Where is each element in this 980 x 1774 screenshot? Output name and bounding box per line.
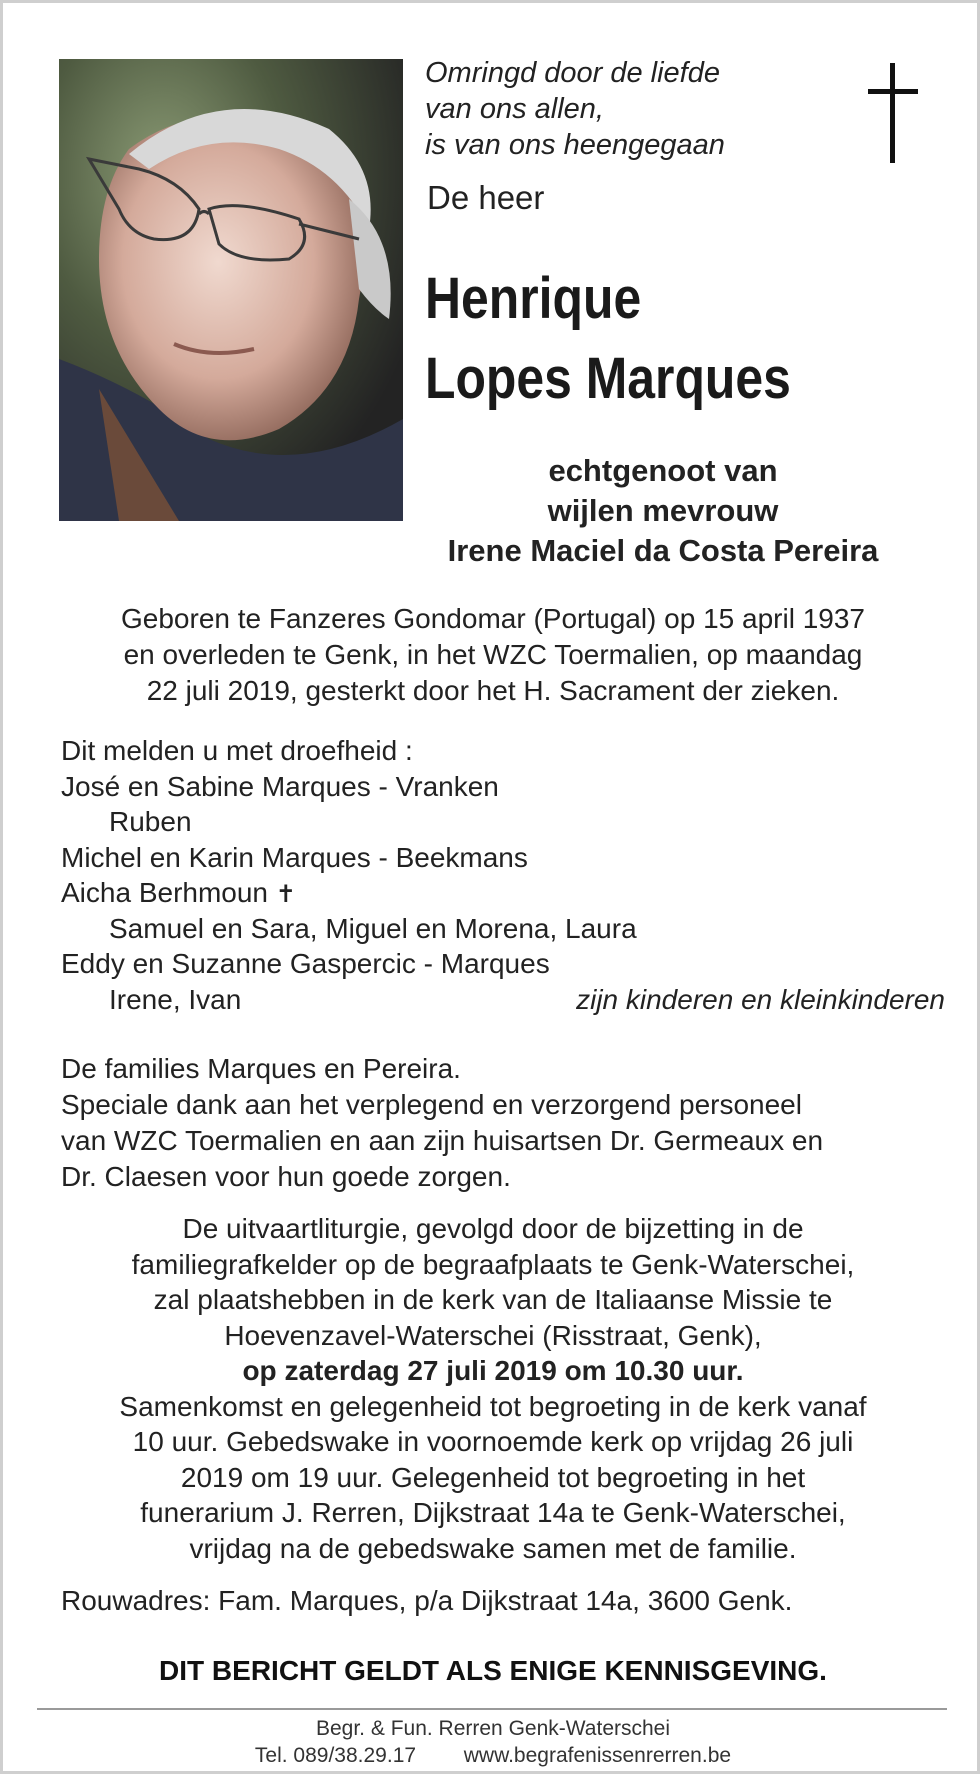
family-member: Irene, Ivan [109,983,242,1015]
born-line: Geboren te Fanzeres Gondomar (Portugal) op 15 april 1937 [121,603,865,634]
born-line: en overleden te Genk, in het WZC Toermalien, op maandag [123,639,863,670]
intro-line: Omringd door de liefde [425,57,720,89]
funeral-details [43,1211,943,1566]
title-prefix: De heer [427,179,545,216]
small-cross-icon: ✝ [275,881,296,908]
birth-death-info [43,601,943,709]
first-name: Henrique [425,266,642,331]
last-name: Lopes Marques [425,346,791,411]
portrait-photo [59,59,403,521]
funeral-line: zal plaatshebben in de kerk van de Italiaanse Missie te [153,1284,833,1315]
intro-line: is van ons heengegaan [425,129,725,161]
thanks-section [61,1051,941,1195]
intro-line: van ons allen, [425,93,604,125]
footer-website[interactable]: www.begrafenissenrerren.be [463,1744,732,1767]
funeral-line: 2019 om 19 uur. Gelegenheid tot begroeting in het [180,1461,806,1493]
portrait-illustration [59,59,403,521]
family-note: zijn kinderen en kleinkinderen [576,983,945,1015]
family-list [61,733,945,1017]
funeral-line: funerarium J. Rerren, Dijkstraat 14a te Genk-Waterschei, [140,1497,846,1528]
spouse-name: Irene Maciel da Costa Pereira [447,533,879,568]
funeral-line: Samenkomst en gelegenheid tot begroeting in de kerk vanaf [119,1390,867,1422]
footer-contact [43,1742,943,1769]
funeral-line: vrijdag na de gebedswake samen met de familie. [189,1532,797,1564]
intro-verse [425,55,725,163]
funeral-company: Begr. & Fun. Rerren Genk-Waterschei [315,1717,671,1740]
mourning-address: Rouwadres: Fam. Marques, p/a Dijkstraat 14a, 3600 Genk. [61,1585,793,1616]
funeral-line: 10 uur. Gebedswake in voornoemde kerk op vrijdag 26 juli [132,1426,854,1457]
footer-divider [37,1708,947,1710]
latin-cross-icon [863,63,923,163]
spouse-line: echtgenoot van [548,453,778,488]
family-intro: Dit melden u met droefheid : [61,735,413,766]
family-member: Aicha Berhmoun [61,877,269,908]
thanks-line: De families Marques en Pereira. [61,1053,461,1084]
family-row: Samuel en Sara, Miguel en Morena, Laura [109,912,637,944]
family-row-with-note [61,982,945,1018]
family-row: Ruben [109,806,192,837]
spouse-line: wijlen mevrouw [547,493,779,528]
funeral-line: De uitvaartliturgie, gevolgd door de bijzetting in de [182,1213,804,1244]
footer-phone: Tel. 089/38.29.17 [254,1744,417,1767]
funeral-line: familiegrafkelder op de begraafplaats te Genk-Waterschei, [131,1248,855,1280]
funeral-line: Hoevenzavel-Waterschei (Risstraat, Genk), [224,1319,762,1351]
family-row-deceased [61,875,931,911]
funeral-date: op zaterdag 27 juli 2019 om 10.30 uur. [242,1355,744,1386]
family-row: Eddy en Suzanne Gaspercic - Marques [61,948,550,979]
footer [43,1715,943,1769]
thanks-line: van WZC Toermalien en aan zijn huisartsen Dr. Germeaux en [61,1125,824,1156]
spouse-info [383,451,943,571]
family-row: José en Sabine Marques - Vranken [61,770,499,802]
deceased-name [425,259,791,419]
thanks-line: Dr. Claesen voor hun goede zorgen. [61,1161,511,1192]
family-row: Michel en Karin Marques - Beekmans [61,841,528,873]
thanks-line: Speciale dank aan het verplegend en verzorgend personeel [61,1089,802,1120]
born-line: 22 juli 2019, gesterkt door het H. Sacrament der zieken. [146,675,840,706]
official-notice: DIT BERICHT GELDT ALS ENIGE KENNISGEVING. [159,1655,827,1686]
